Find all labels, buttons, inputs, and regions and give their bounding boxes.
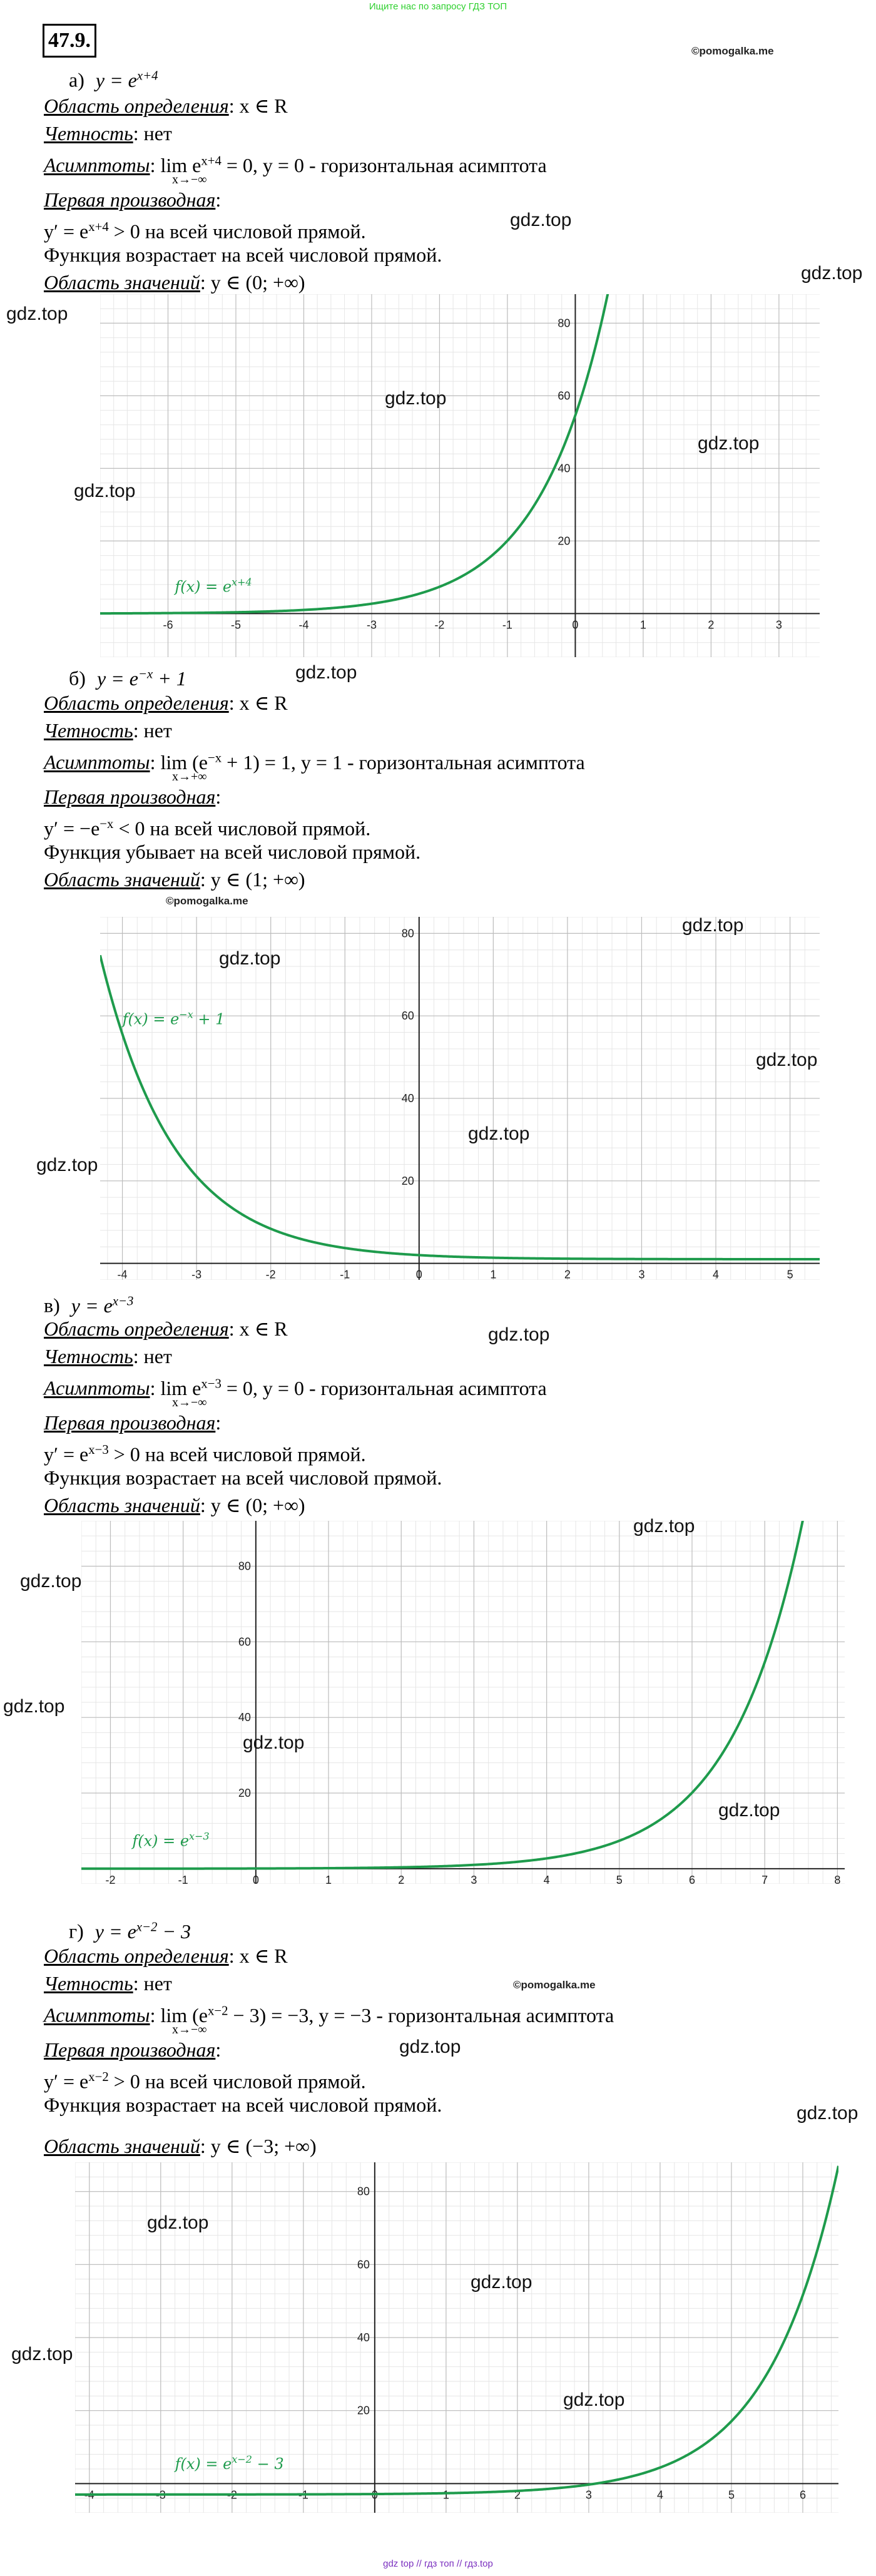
line-label: Асимптоты (44, 153, 150, 176)
monotonic-line: Функция возрастает на всей числовой прямой. (44, 1466, 442, 1489)
section-b-title (69, 662, 186, 690)
gdz-watermark: gdz.top (698, 433, 760, 454)
line-label: Асимптоты (44, 1376, 150, 1399)
x-tick-label: -5 (230, 618, 241, 631)
footer-links[interactable]: gdz top // гдз топ // гдз.top (383, 2558, 493, 2569)
derivative-line: $y' = e^{x-3} > 0$ на всей числовой прямой. (44, 1443, 366, 1466)
gdz-watermark: gdz.top (243, 1732, 305, 1753)
line-text: : x ∈ R (228, 1945, 288, 1967)
x-tick-label: 0 (371, 2488, 378, 2502)
function-label (173, 576, 252, 596)
section-function: $y = e^{x-3}$ (71, 1294, 134, 1317)
x-tick-label: -3 (366, 618, 377, 631)
gdz-watermark: gdz.top (6, 304, 68, 324)
line-text: : x ∈ R (228, 1317, 288, 1340)
y-tick-label: 60 (357, 2258, 370, 2271)
x-tick-label: 6 (688, 1873, 696, 1884)
x-tick-label: -2 (265, 1268, 276, 1280)
x-tick-label: 8 (834, 1873, 841, 1884)
section-letter: б) (69, 667, 86, 690)
section-letter: а) (69, 68, 84, 91)
gdz-watermark: gdz.top (295, 662, 357, 683)
label-text: − 3 (252, 2455, 284, 2473)
section-function: $y = e^{x+4}$ (95, 68, 158, 91)
major-grid (100, 917, 820, 1280)
monotonic-line: Функция возрастает на всей числовой прямой. (44, 243, 442, 266)
derivative-line: $y' = e^{x+4} > 0$ на всей числовой прямой. (44, 220, 366, 243)
gdz-watermark: gdz.top (399, 2037, 461, 2057)
x-tick-label: -1 (340, 1268, 350, 1280)
section-function: $y = e^{x-2} - 3$ (94, 1919, 191, 1943)
line-label: Четность (44, 122, 133, 145)
x-tick-label: 3 (585, 2488, 592, 2502)
x-tick-label: 0 (572, 618, 579, 631)
monotonic-line: Функция возрастает на всей числовой прямой. (44, 2093, 442, 2116)
line-label: Область определения (44, 692, 229, 714)
x-tick-label: 3 (638, 1268, 645, 1280)
y-tick-label: 60 (238, 1635, 251, 1648)
asymptote-line (44, 746, 585, 774)
line-label: Четность (44, 719, 133, 742)
gdz-watermark: gdz.top (488, 1324, 550, 1345)
x-tick-label: 5 (616, 1873, 623, 1884)
gdz-watermark: gdz.top (74, 481, 136, 501)
function-curve (81, 1521, 803, 1869)
label-text: f(x) = e (122, 1010, 180, 1028)
range-line (44, 2134, 317, 2158)
y-tick-label: 20 (238, 1787, 251, 1799)
line-text: : $\lim (e^{x-2} - 3) = -3$, y = −3 - горизонтальная асимптота (150, 2003, 614, 2027)
x-tick-label: 3 (775, 618, 782, 631)
x-tick-label: -4 (298, 618, 309, 631)
x-tick-label: 1 (639, 618, 646, 631)
x-tick-label: -3 (191, 1268, 202, 1280)
derivative-label (44, 188, 221, 212)
line-label: Асимптоты (44, 750, 150, 774)
asymptote-line (44, 149, 547, 177)
label-superscript: x−2 (232, 2453, 252, 2465)
domain-line (44, 691, 288, 715)
watermark: ©pomogalka.me (166, 895, 248, 907)
chart-a (100, 294, 820, 657)
major-grid (100, 294, 820, 657)
gdz-watermark: gdz.top (563, 2389, 625, 2410)
y-tick-label: 40 (401, 1092, 414, 1105)
line-label: Область значений (44, 1494, 200, 1516)
derivative-label (44, 2038, 221, 2062)
gdz-watermark: gdz.top (147, 2212, 209, 2233)
line-label: Область значений (44, 271, 200, 294)
y-tick-label: 60 (558, 389, 571, 402)
gdz-watermark: gdz.top (510, 210, 572, 230)
line-text: : y ∈ (−3; +∞) (200, 2135, 317, 2157)
gdz-watermark: gdz.top (797, 2103, 858, 2124)
x-tick-label: 3 (471, 1873, 477, 1884)
section-a-title (69, 64, 158, 92)
gdz-watermark: gdz.top (385, 388, 447, 409)
domain-line (44, 94, 288, 118)
label-superscript: x+4 (232, 576, 252, 588)
x-tick-label: -2 (434, 618, 445, 631)
x-tick-label: -2 (227, 2488, 237, 2502)
line-text: : $\lim (e^{-x} + 1) = 1$, y = 1 - горизонтальная асимптота (150, 750, 585, 774)
y-tick-label: 80 (558, 317, 571, 330)
gdz-watermark: gdz.top (20, 1571, 82, 1592)
x-tick-label: 1 (490, 1268, 497, 1280)
gdz-watermark: gdz.top (3, 1696, 65, 1717)
line-text: : (215, 188, 222, 211)
label-text: + 1 (193, 1010, 225, 1028)
line-label: Четность (44, 1345, 133, 1367)
x-tick-label: 2 (398, 1873, 405, 1884)
limit-subscript: x→−∞ (172, 1396, 207, 1409)
line-label: Область определения (44, 1945, 229, 1967)
section-c-title (44, 1289, 133, 1317)
parity-line (44, 718, 172, 742)
monotonic-line: Функция убывает на всей числовой прямой. (44, 841, 421, 863)
label-text: f(x) = e (132, 1832, 190, 1850)
domain-line (44, 1317, 288, 1341)
x-tick-label: 0 (415, 1268, 422, 1280)
problem-number: 47.9. (43, 24, 96, 58)
x-tick-label: 2 (708, 618, 715, 631)
x-tick-label: 2 (564, 1268, 571, 1280)
y-tick-label: 80 (357, 2185, 370, 2198)
x-tick-label: 4 (656, 2488, 663, 2502)
y-tick-label: 20 (558, 534, 571, 548)
minor-grid (100, 294, 820, 657)
limit-subscript: x→+∞ (172, 770, 207, 784)
line-label: Первая производная (44, 188, 216, 211)
x-tick-label: 1 (442, 2488, 449, 2502)
x-tick-label: -1 (298, 2488, 308, 2502)
line-label: Первая производная (44, 1411, 216, 1434)
x-tick-label: -2 (105, 1873, 116, 1884)
line-text: : нет (133, 1972, 172, 1995)
derivative-label (44, 785, 221, 809)
label-text: f(x) = e (175, 578, 232, 596)
gdz-watermark: gdz.top (682, 915, 744, 936)
minor-grid (81, 1521, 845, 1884)
x-tick-label: -1 (502, 618, 512, 631)
x-tick-label: 0 (252, 1873, 259, 1884)
gdz-watermark: gdz.top (633, 1516, 695, 1536)
line-text: : (215, 785, 222, 808)
line-label: Область определения (44, 1317, 229, 1340)
gdz-watermark: gdz.top (471, 2272, 532, 2292)
x-tick-label: -4 (84, 2488, 94, 2502)
label-text: f(x) = e (175, 2455, 232, 2473)
y-tick-label: 40 (558, 462, 571, 475)
line-label: Первая производная (44, 785, 216, 808)
range-line (44, 270, 305, 294)
x-tick-label: 2 (514, 2488, 521, 2502)
x-tick-label: 1 (325, 1873, 332, 1884)
derivative-line: $y' = e^{x-2} > 0$ на всей числовой прямой. (44, 2070, 366, 2093)
line-text: : x ∈ R (228, 95, 288, 117)
section-d-title (69, 1915, 191, 1943)
x-tick-label: -3 (155, 2488, 166, 2502)
parity-line (44, 1344, 172, 1368)
label-superscript: x−3 (189, 1830, 210, 1843)
parity-line (44, 121, 172, 145)
line-text: : $\lim e^{x-3} = 0$, y = 0 - горизонтальная асимптота (150, 1376, 547, 1399)
line-text: : нет (133, 1345, 172, 1367)
range-line (44, 867, 305, 891)
y-tick-label: 20 (357, 2404, 370, 2417)
gdz-watermark: gdz.top (468, 1123, 530, 1144)
x-tick-label: 5 (728, 2488, 735, 2502)
limit-subscript: x→−∞ (172, 173, 207, 187)
section-letter: в) (44, 1294, 60, 1317)
y-tick-label: 40 (357, 2331, 370, 2344)
section-letter: г) (69, 1919, 84, 1943)
x-tick-label: 7 (761, 1873, 768, 1884)
chart-b (100, 917, 820, 1280)
asymptote-line (44, 1372, 547, 1400)
search-link[interactable]: Ищите нас по запросу ГДЗ ТОП (369, 1, 507, 12)
domain-line (44, 1944, 288, 1968)
y-tick-label: 60 (401, 1009, 414, 1023)
derivative-label (44, 1411, 221, 1434)
function-label (121, 1008, 225, 1028)
gdz-watermark: gdz.top (11, 2344, 73, 2364)
gdz-watermark: gdz.top (219, 948, 281, 969)
section-function: $y = e^{-x} + 1$ (96, 667, 186, 690)
y-tick-label: 80 (401, 927, 414, 940)
x-tick-label: 5 (787, 1268, 793, 1280)
line-text: : y ∈ (0; +∞) (200, 271, 305, 294)
y-tick-label: 40 (238, 1711, 251, 1724)
line-label: Первая производная (44, 2038, 216, 2061)
line-label: Область определения (44, 95, 229, 117)
x-tick-label: 4 (543, 1873, 550, 1884)
line-text: : (215, 2038, 222, 2061)
line-text: : y ∈ (0; +∞) (200, 1494, 305, 1516)
range-line (44, 1493, 305, 1517)
x-tick-label: 4 (713, 1268, 720, 1280)
gdz-watermark: gdz.top (36, 1155, 98, 1175)
derivative-line: $y' = -e^{-x} < 0$ на всей числовой прямой. (44, 817, 371, 840)
chart-c (81, 1521, 845, 1884)
limit-subscript: x→−∞ (172, 2023, 207, 2037)
y-tick-label: 20 (401, 1174, 414, 1187)
line-text: : (215, 1411, 222, 1434)
line-label: Асимптоты (44, 2003, 150, 2027)
x-tick-label: -6 (163, 618, 173, 631)
x-tick-label: -1 (178, 1873, 188, 1884)
y-tick-label: 80 (238, 1560, 251, 1573)
x-tick-label: 6 (799, 2488, 806, 2502)
gdz-watermark: gdz.top (756, 1050, 818, 1070)
gdz-watermark: gdz.top (718, 1800, 780, 1821)
watermark: ©pomogalka.me (691, 45, 774, 57)
line-label: Область значений (44, 2135, 200, 2157)
line-text: : нет (133, 719, 172, 742)
line-text: : нет (133, 122, 172, 145)
asymptote-line (44, 1999, 614, 2027)
line-label: Четность (44, 1972, 133, 1995)
gdz-watermark: gdz.top (801, 263, 863, 284)
function-label (174, 2453, 284, 2473)
watermark: ©pomogalka.me (513, 1979, 596, 1991)
x-tick-label: -4 (117, 1268, 128, 1280)
line-text: : $\lim e^{x+4} = 0$, y = 0 - горизонтальная асимптота (150, 153, 547, 176)
label-superscript: −x (179, 1008, 193, 1021)
line-text: : y ∈ (1; +∞) (200, 868, 305, 891)
line-text: : x ∈ R (228, 692, 288, 714)
parity-line (44, 1971, 172, 1995)
line-label: Область значений (44, 868, 200, 891)
